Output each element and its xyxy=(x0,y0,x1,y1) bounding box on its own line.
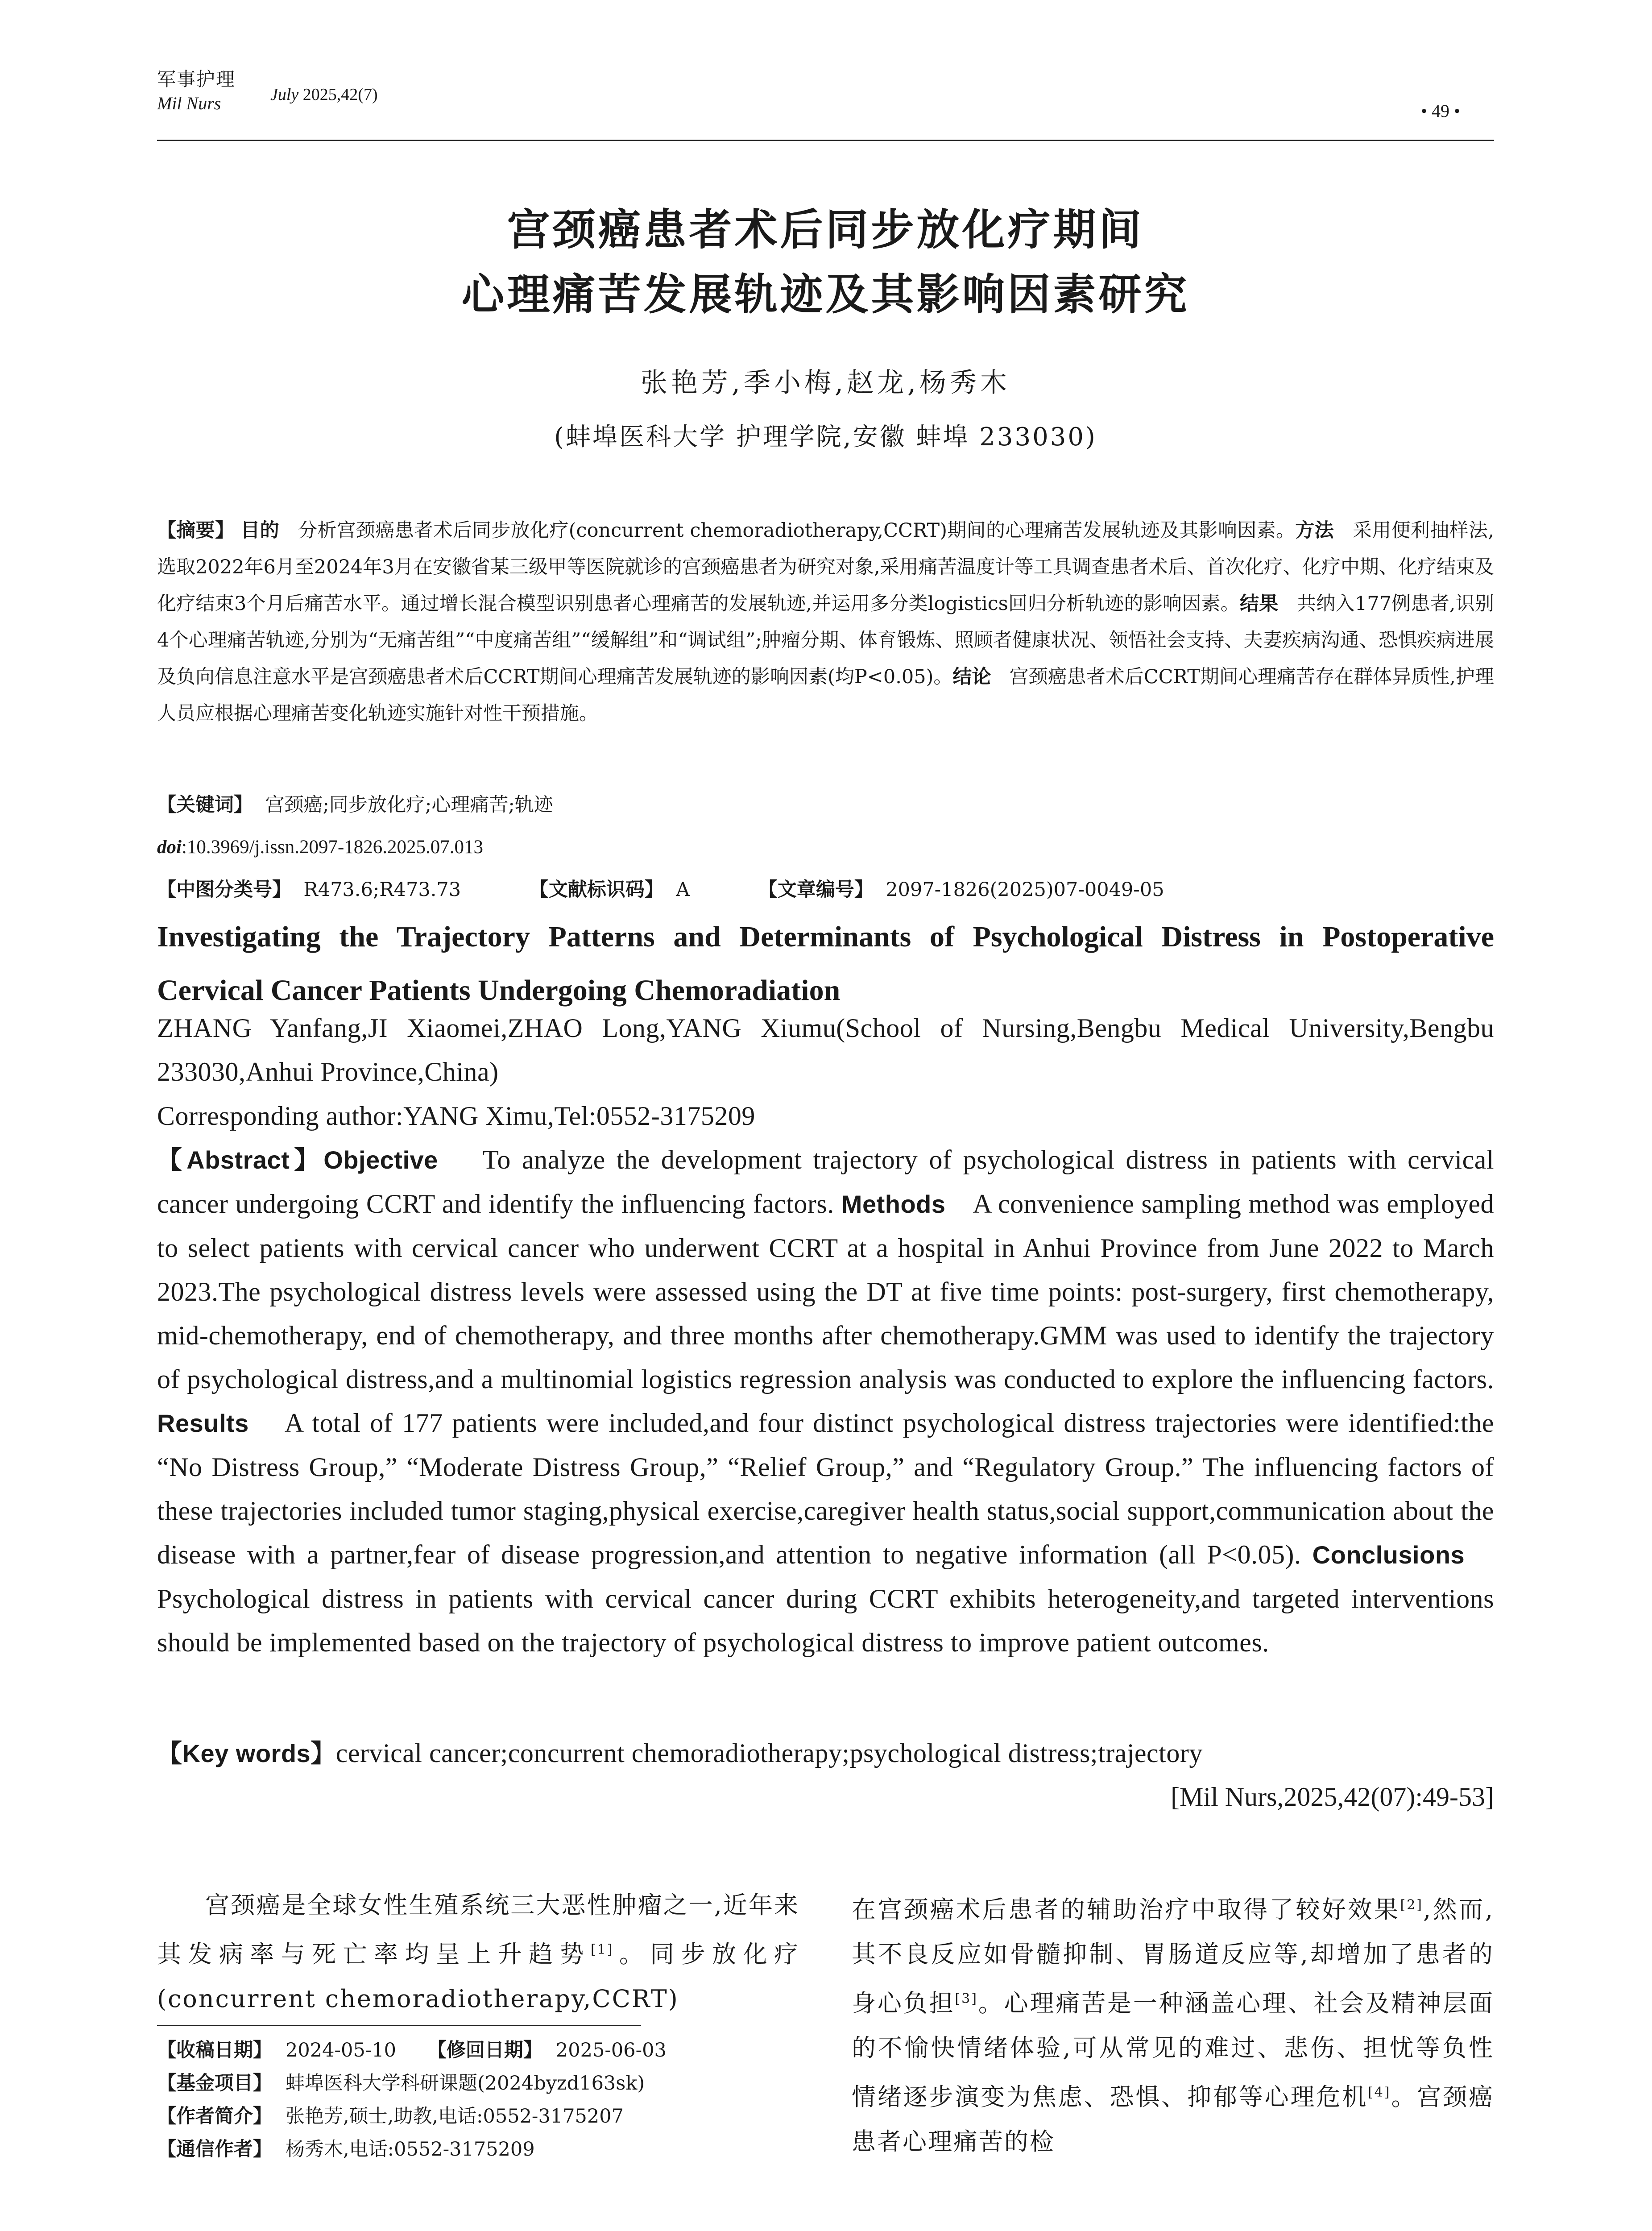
ref-3: [3] xyxy=(955,1991,978,2007)
methods-cn-label: 方法 xyxy=(1295,519,1334,542)
keywords-en xyxy=(157,1731,1494,1775)
footnotes xyxy=(157,2034,667,2166)
title-line-2: 心理痛苦发展轨迹及其影响因素研究 xyxy=(461,270,1190,319)
methods-en: A convenience sampling method was employed to select patients with cervical cancer who underwent CCRT at a hospital in Anhui Province from June 2022 to March 2023.The psychological distress levels were assessed using the DT at five time points: post-surgery, first chemotherapy, mid-chemotherapy, end of chemotherapy, and three months after chemotherapy.GMM was used to identify the trajectory of psychological distress,and a multinomial logistics regression analysis was conducted to explore the influencing factors. xyxy=(157,1189,1495,1394)
ref-2: [2] xyxy=(1400,1897,1424,1913)
objective-cn-label: 目的 xyxy=(240,519,280,542)
issue-month: July xyxy=(270,85,299,104)
keywords-en-text: cervical cancer;concurrent chemoradiotherapy;psychological distress;trajectory xyxy=(335,1738,1203,1768)
received-label: 【收稿日期】 xyxy=(157,2039,272,2061)
corr-label: 【通信作者】 xyxy=(157,2138,272,2161)
conclusion-cn-label: 结论 xyxy=(952,666,991,688)
issue-volume: 2025,42(7) xyxy=(302,85,378,104)
header-rule xyxy=(157,140,1494,141)
doc-code-value: A xyxy=(676,879,690,901)
fund-label: 【基金项目】 xyxy=(157,2072,272,2094)
received-date: 2024-05-10 xyxy=(286,2039,396,2061)
conclusions-en-label: Conclusions xyxy=(1312,1541,1465,1569)
citation: [Mil Nurs,2025,42(07):49-53] xyxy=(1171,1782,1494,1812)
title-line-1: 宫颈癌患者术后同步放化疗期间 xyxy=(507,205,1144,255)
keywords-cn xyxy=(157,787,553,823)
results-cn-label: 结果 xyxy=(1239,593,1279,615)
methods-en-label: Methods xyxy=(841,1190,946,1218)
abstract-cn xyxy=(157,512,1494,732)
page-number: • 49 • xyxy=(1421,101,1461,121)
footnote-corresponding xyxy=(157,2133,667,2166)
doi xyxy=(157,829,483,866)
author-bio-label: 【作者简介】 xyxy=(157,2105,272,2127)
body-column-right xyxy=(852,1883,1494,2164)
revised-date: 2025-06-03 xyxy=(555,2039,667,2061)
clc-label: 【中图分类号】 xyxy=(157,879,291,901)
keywords-en-label: 【Key words】 xyxy=(157,1739,336,1767)
body-right-text-4: 。宫颈癌患者心理痛苦的检 xyxy=(852,2083,1495,2156)
keywords-cn-label: 【关键词】 xyxy=(157,794,253,816)
revised-label: 【修回日期】 xyxy=(427,2039,542,2061)
affiliation-cn: (蚌埠医科大学 护理学院,安徽 蚌埠 233030) xyxy=(554,423,1097,452)
abstract-en xyxy=(157,1138,1494,1664)
author-bio-value: 张艳芳,硕士,助教,电话:0552-3175207 xyxy=(286,2105,624,2127)
results-en: A total of 177 patients were included,and four distinct psychological distress trajectories were identified:the “No Distress Group,” “Moderate Distress Group,” “Relief Group,” and “Regulatory Group.” The influencing factors of these trajectories included tumor staging,physical exercise,caregiver health status,social support,communication about the disease with a partner,fear of disease progression,and attention to negative information (all P<0.05). xyxy=(157,1408,1494,1569)
body-column-left xyxy=(157,1883,799,2021)
journal-name xyxy=(157,67,236,115)
journal-name-en: Mil Nurs xyxy=(157,93,221,113)
footnote-rule xyxy=(157,2025,641,2026)
doi-value: :10.3969/j.issn.2097-1826.2025.07.013 xyxy=(181,837,484,858)
conclusion-cn: 宫颈癌患者术后CCRT期间心理痛苦存在群体异质性,护理人员应根据心理痛苦变化轨迹实施针对性干预措施。 xyxy=(157,666,1495,725)
clc-value: R473.6;R473.73 xyxy=(303,879,461,901)
footnote-fund xyxy=(157,2067,667,2100)
footnote-author xyxy=(157,2100,667,2133)
ref-4: [4] xyxy=(1368,2085,1391,2100)
keywords-cn-text: 宫颈癌;同步放化疗;心理痛苦;轨迹 xyxy=(265,794,553,816)
classification-row xyxy=(157,871,1227,908)
body-left-text-1: 宫颈癌是全球女性生殖系统三大恶性肿瘤之一,近年来其发病率与死亡率均呈上升趋势 xyxy=(157,1891,799,1968)
objective-en-label: Objective xyxy=(323,1146,438,1174)
body-right-text-3: 。心理痛苦是一种涵盖心理、社会及精神层面的不愉快情绪体验,可从常见的难过、悲伤、担忧等负性情绪逐步演变为焦虑、恐惧、抑郁等心理危机 xyxy=(852,1989,1495,2111)
results-en-label: Results xyxy=(157,1409,249,1437)
fund-value: 蚌埠医科大学科研课题(2024byzd163sk) xyxy=(286,2072,645,2094)
abstract-en-label: 【Abstract】 xyxy=(157,1146,324,1174)
title-en: Investigating the Trajectory Patterns and Determinants of Psychological Distress in Postoperative Cervical Cancer Patients Undergoing Chemoradiation xyxy=(157,921,1494,1007)
authors-en: ZHANG Yanfang,JI Xiaomei,ZHAO Long,YANG Xiumu(School of Nursing,Bengbu Medical University,Bengbu 233030,Anhui Province,China) xyxy=(157,1013,1494,1086)
ref-1: [1] xyxy=(590,1942,614,1957)
results-cn: 共纳入177例患者,识别4个心理痛苦轨迹,分别为“无痛苦组”“中度痛苦组”“缓解组”和“调试组”;肿瘤分期、体育锻炼、照顾者健康状况、领悟社会支持、夫妻疾病沟通、恐惧疾病进展及负向信息注意水平是宫颈癌患者术后CCRT期间心理痛苦发展轨迹的影响因素(均P<0.05)。 xyxy=(157,593,1495,688)
conclusions-en: Psychological distress in patients with cervical cancer during CCRT exhibits heterogeneity,and targeted interventions should be implemented based on the trajectory of psychological distress to improve patient outcomes. xyxy=(157,1584,1494,1657)
body-left-text-2: 。同步放化疗(concurrent chemoradiotherapy,CCRT) xyxy=(157,1940,800,2013)
methods-cn: 采用便利抽样法,选取2022年6月至2024年3月在安徽省某三级甲等医院就诊的宫颈癌患者为研究对象,采用痛苦温度计等工具调查患者术后、首次化疗、化疗中期、化疗结束及化疗结束3个月后痛苦水平。通过增长混合模型识别患者心理痛苦的发展轨迹,并运用多分类logistics回归分析轨迹的影响因素。 xyxy=(157,519,1495,615)
corr-value: 杨秀木,电话:0552-3175209 xyxy=(286,2138,535,2161)
doc-code-label: 【文献标识码】 xyxy=(529,879,664,901)
objective-en: To analyze the development trajectory of psychological distress in patients with cervical cancer undergoing CCRT and identify the influencing factors. xyxy=(157,1145,1495,1219)
objective-cn: 分析宫颈癌患者术后同步放化疗(concurrent chemoradiotherapy,CCRT)期间的心理痛苦发展轨迹及其影响因素。 xyxy=(298,519,1296,542)
issue-info xyxy=(270,85,378,104)
doi-label: doi xyxy=(157,837,182,858)
body-right-text-1: 在宫颈癌术后患者的辅助治疗中取得了较好效果 xyxy=(852,1895,1400,1924)
corresponding-author-en: Corresponding author:YANG Ximu,Tel:0552-3175209 xyxy=(157,1101,755,1131)
body-right-text-2: ,然而,其不良反应如骨髓抑制、胃肠道反应等,却增加了患者的身心负担 xyxy=(852,1895,1494,2017)
footnote-dates xyxy=(157,2034,667,2067)
article-no-label: 【文章编号】 xyxy=(758,879,874,901)
journal-name-cn: 军事护理 xyxy=(157,68,236,90)
abstract-cn-label: 【摘要】 xyxy=(157,519,235,542)
article-no-value: 2097-1826(2025)07-0049-05 xyxy=(886,879,1164,901)
authors-cn: 张艳芳,季小梅,赵龙,杨秀木 xyxy=(640,367,1011,398)
